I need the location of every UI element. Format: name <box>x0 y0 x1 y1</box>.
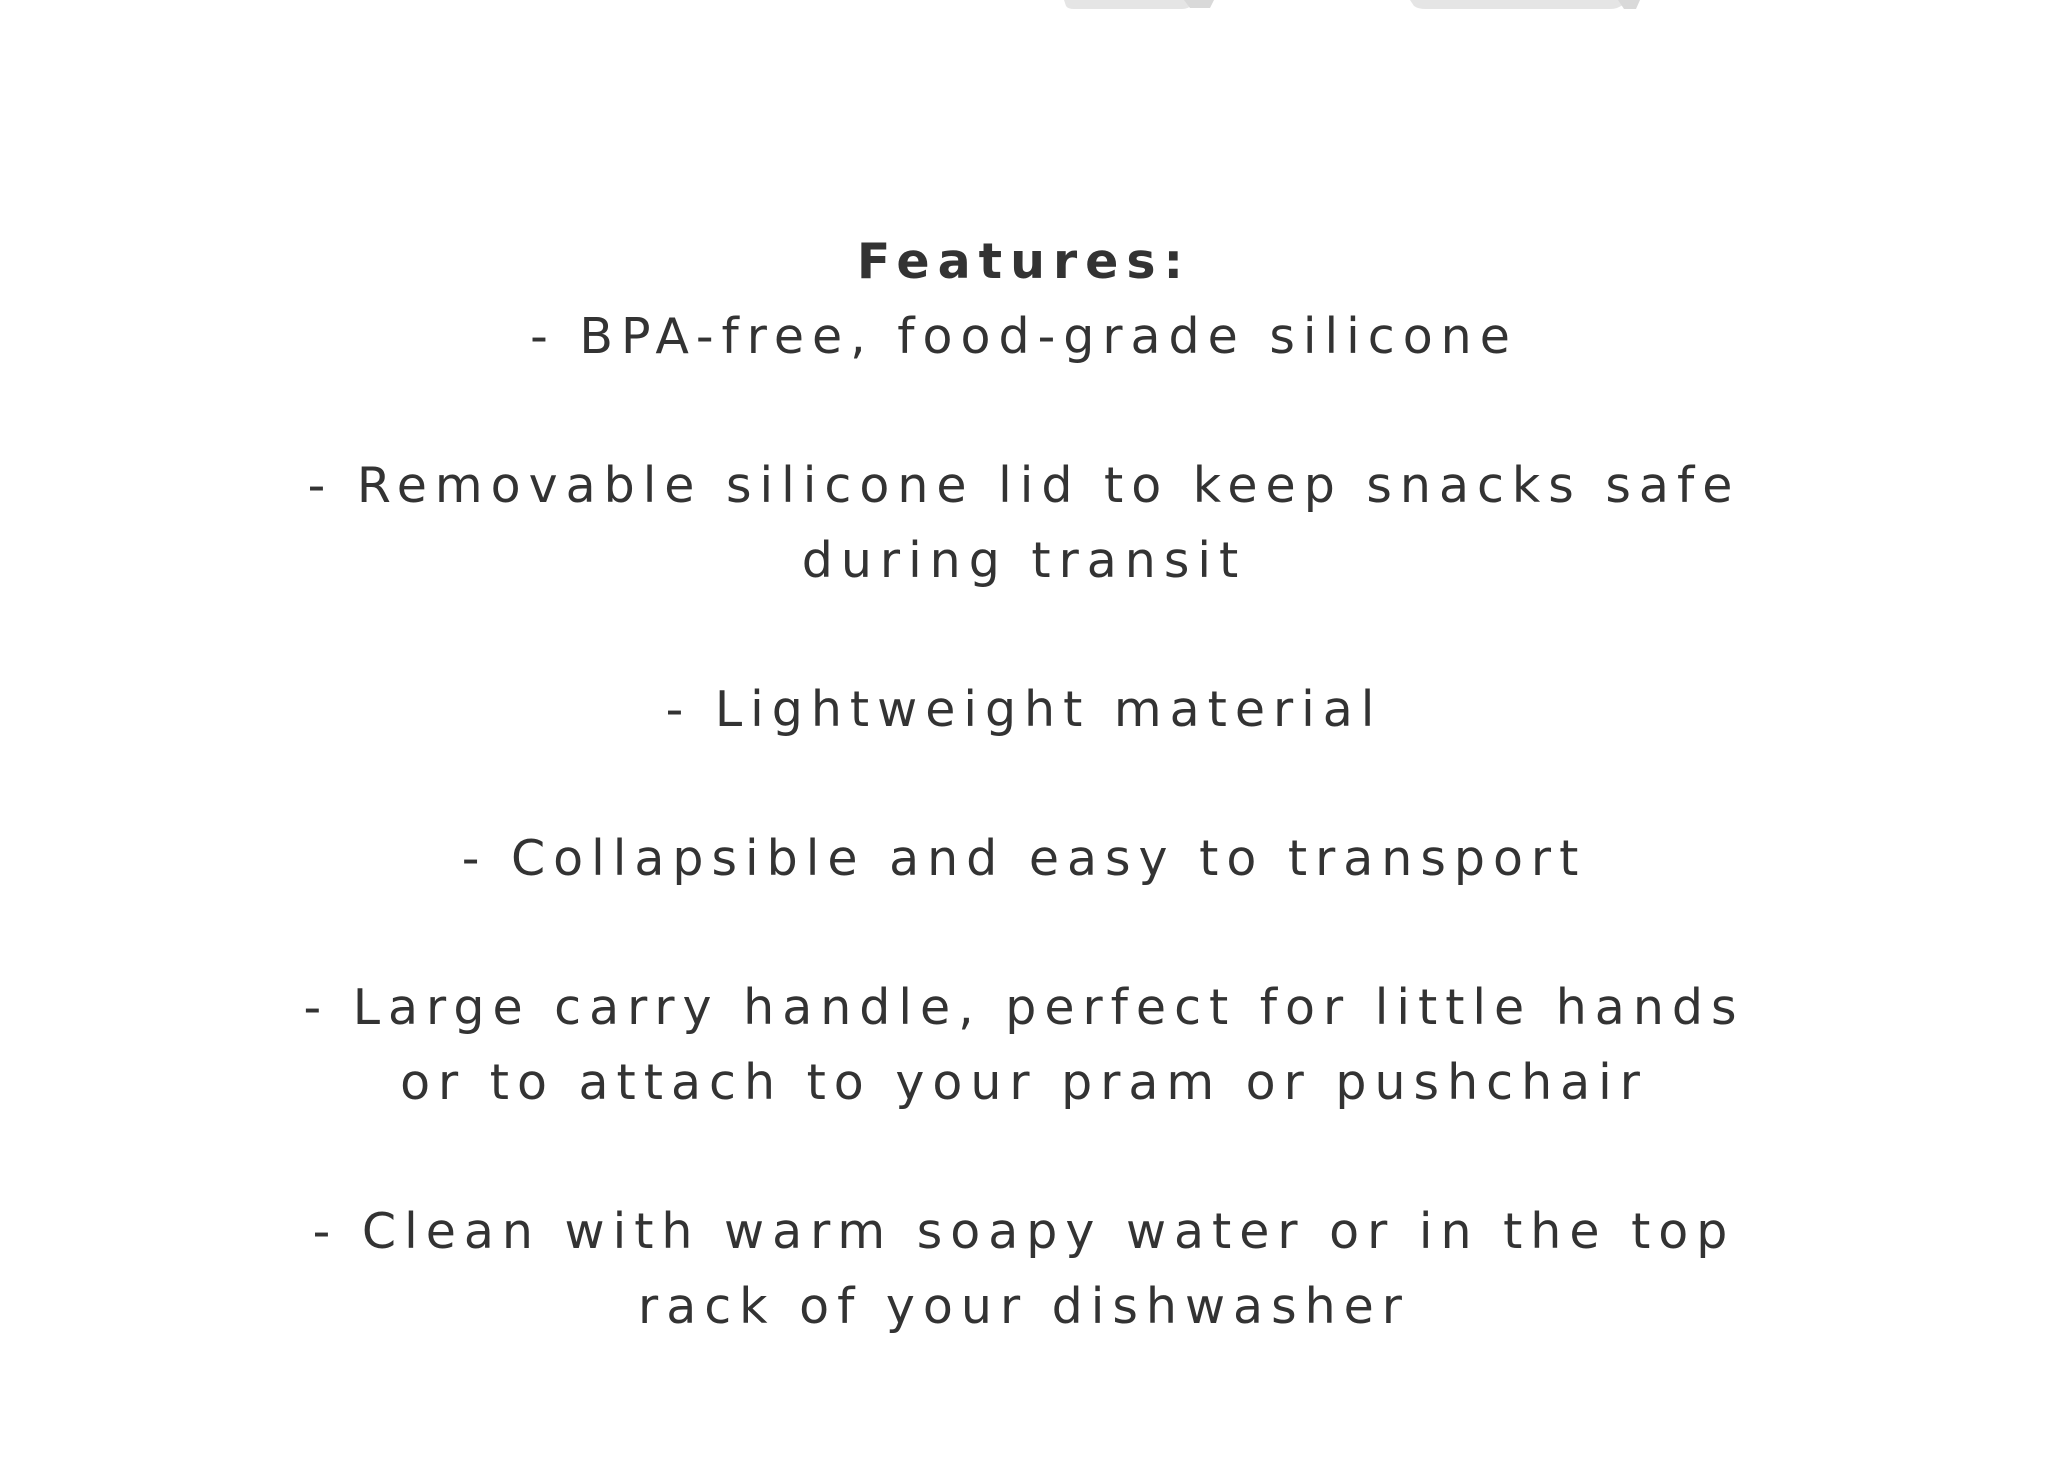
feature-text: - Collapsible and easy to transport <box>461 830 1587 887</box>
feature-item-lightweight <box>0 672 2048 747</box>
feature-text: - Lightweight material <box>665 681 1383 738</box>
feature-item-carry-handle <box>0 970 2048 1120</box>
product-image-edge <box>0 0 2048 20</box>
feature-text: - Clean with warm soapy water or in the top rack of your dishwasher <box>312 1203 1736 1335</box>
features-list <box>0 299 2048 1344</box>
feature-item-removable-lid <box>0 448 2048 598</box>
product-image-fragment-right <box>1410 0 1628 9</box>
features-heading: Features: <box>856 233 1192 290</box>
product-image-fragment-right-shadow <box>1618 0 1640 9</box>
feature-text: - BPA-free, food-grade silicone <box>530 308 1518 365</box>
feature-text: - Large carry handle, perfect for little hands or to attach to your pram or pushchair <box>303 979 1745 1111</box>
feature-item-cleaning <box>0 1194 2048 1344</box>
product-image-fragment-left <box>1064 0 1196 9</box>
feature-text: - Removable silicone lid to keep snacks safe during transit <box>307 457 1741 589</box>
feature-item-collapsible <box>0 821 2048 896</box>
feature-item-bpa-free <box>0 299 2048 374</box>
features-section <box>0 224 2048 1344</box>
